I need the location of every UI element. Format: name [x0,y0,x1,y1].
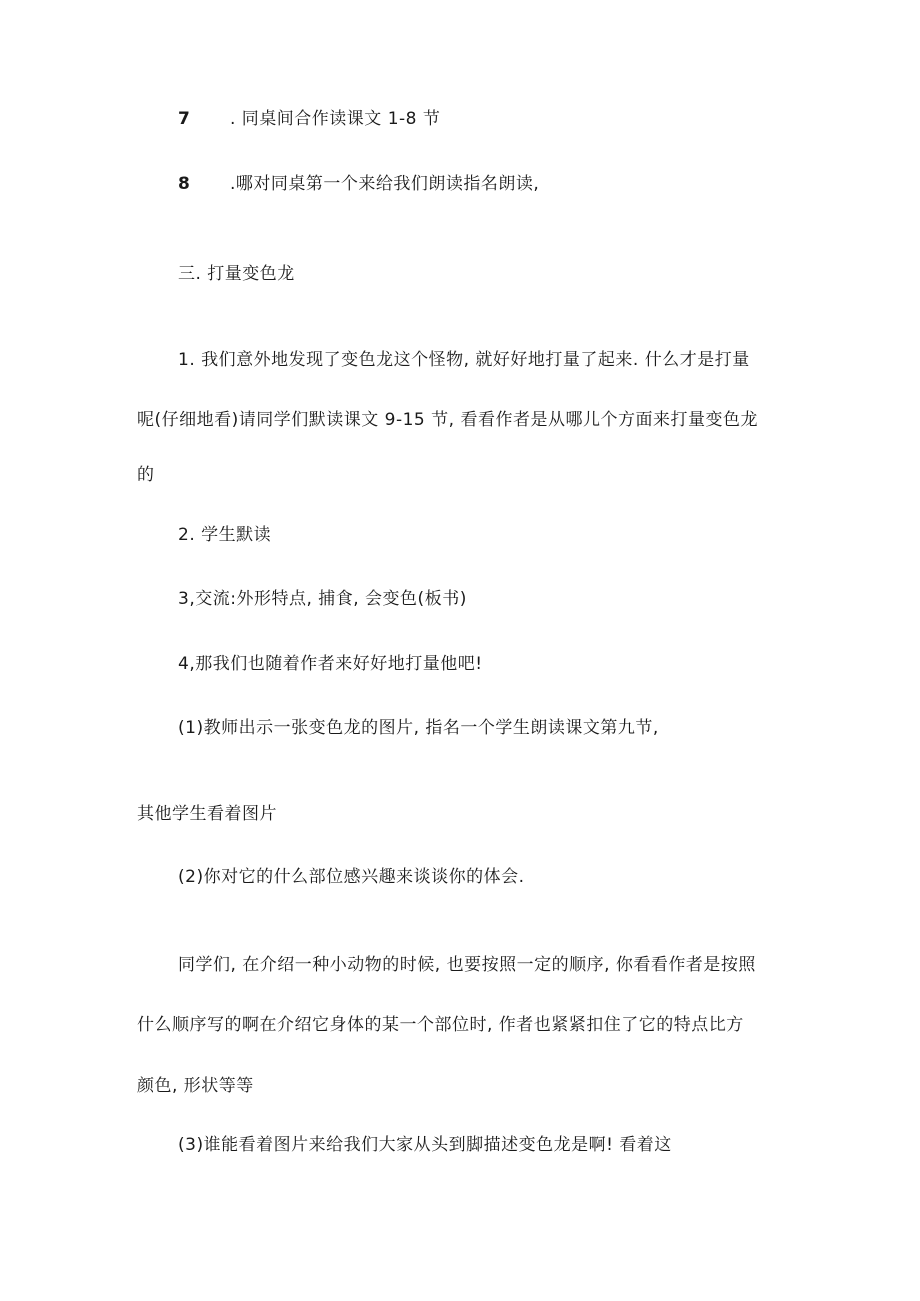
item-text: .哪对同桌第一个来给我们朗读指名朗读, [230,174,540,194]
step-4: 4,那我们也随着作者来好好地打量他吧! [178,654,483,674]
item-number: 7 [178,109,191,129]
list-item-7 [178,107,440,131]
item-text: . 同桌间合作读课文 1-8 节 [230,109,441,129]
paragraph-line: 其他学生看着图片 [137,804,277,824]
step-2: 2. 学生默读 [178,525,272,545]
sub-item-1: (1)教师出示一张变色龙的图片, 指名一个学生朗读课文第九节, [178,718,659,738]
paragraph-line: 什么顺序写的啊在介绍它身体的某一个部位时, 作者也紧紧扣住了它的特点比方 [137,1015,744,1035]
paragraph-line: 同学们, 在介绍一种小动物的时候, 也要按照一定的顺序, 你看看作者是按照 [178,955,756,975]
paragraph-line: 颜色, 形状等等 [137,1076,254,1096]
list-item-8 [178,172,539,196]
step-3: 3,交流:外形特点, 捕食, 会变色(板书) [178,589,467,609]
section-heading: 三. 打量变色龙 [178,264,295,284]
paragraph-line: 1. 我们意外地发现了变色龙这个怪物, 就好好地打量了起来. 什么才是打量 [178,350,750,370]
sub-item-3: (3)谁能看着图片来给我们大家从头到脚描述变色龙是啊! 看着这 [178,1135,672,1155]
item-number: 8 [178,174,191,194]
paragraph-line: 呢(仔细地看)请同学们默读课文 9-15 节, 看看作者是从哪儿个方面来打量变色龙 [137,410,758,430]
paragraph-line: 的 [137,465,155,485]
sub-item-2: (2)你对它的什么部位感兴趣来谈谈你的体会. [178,867,525,887]
